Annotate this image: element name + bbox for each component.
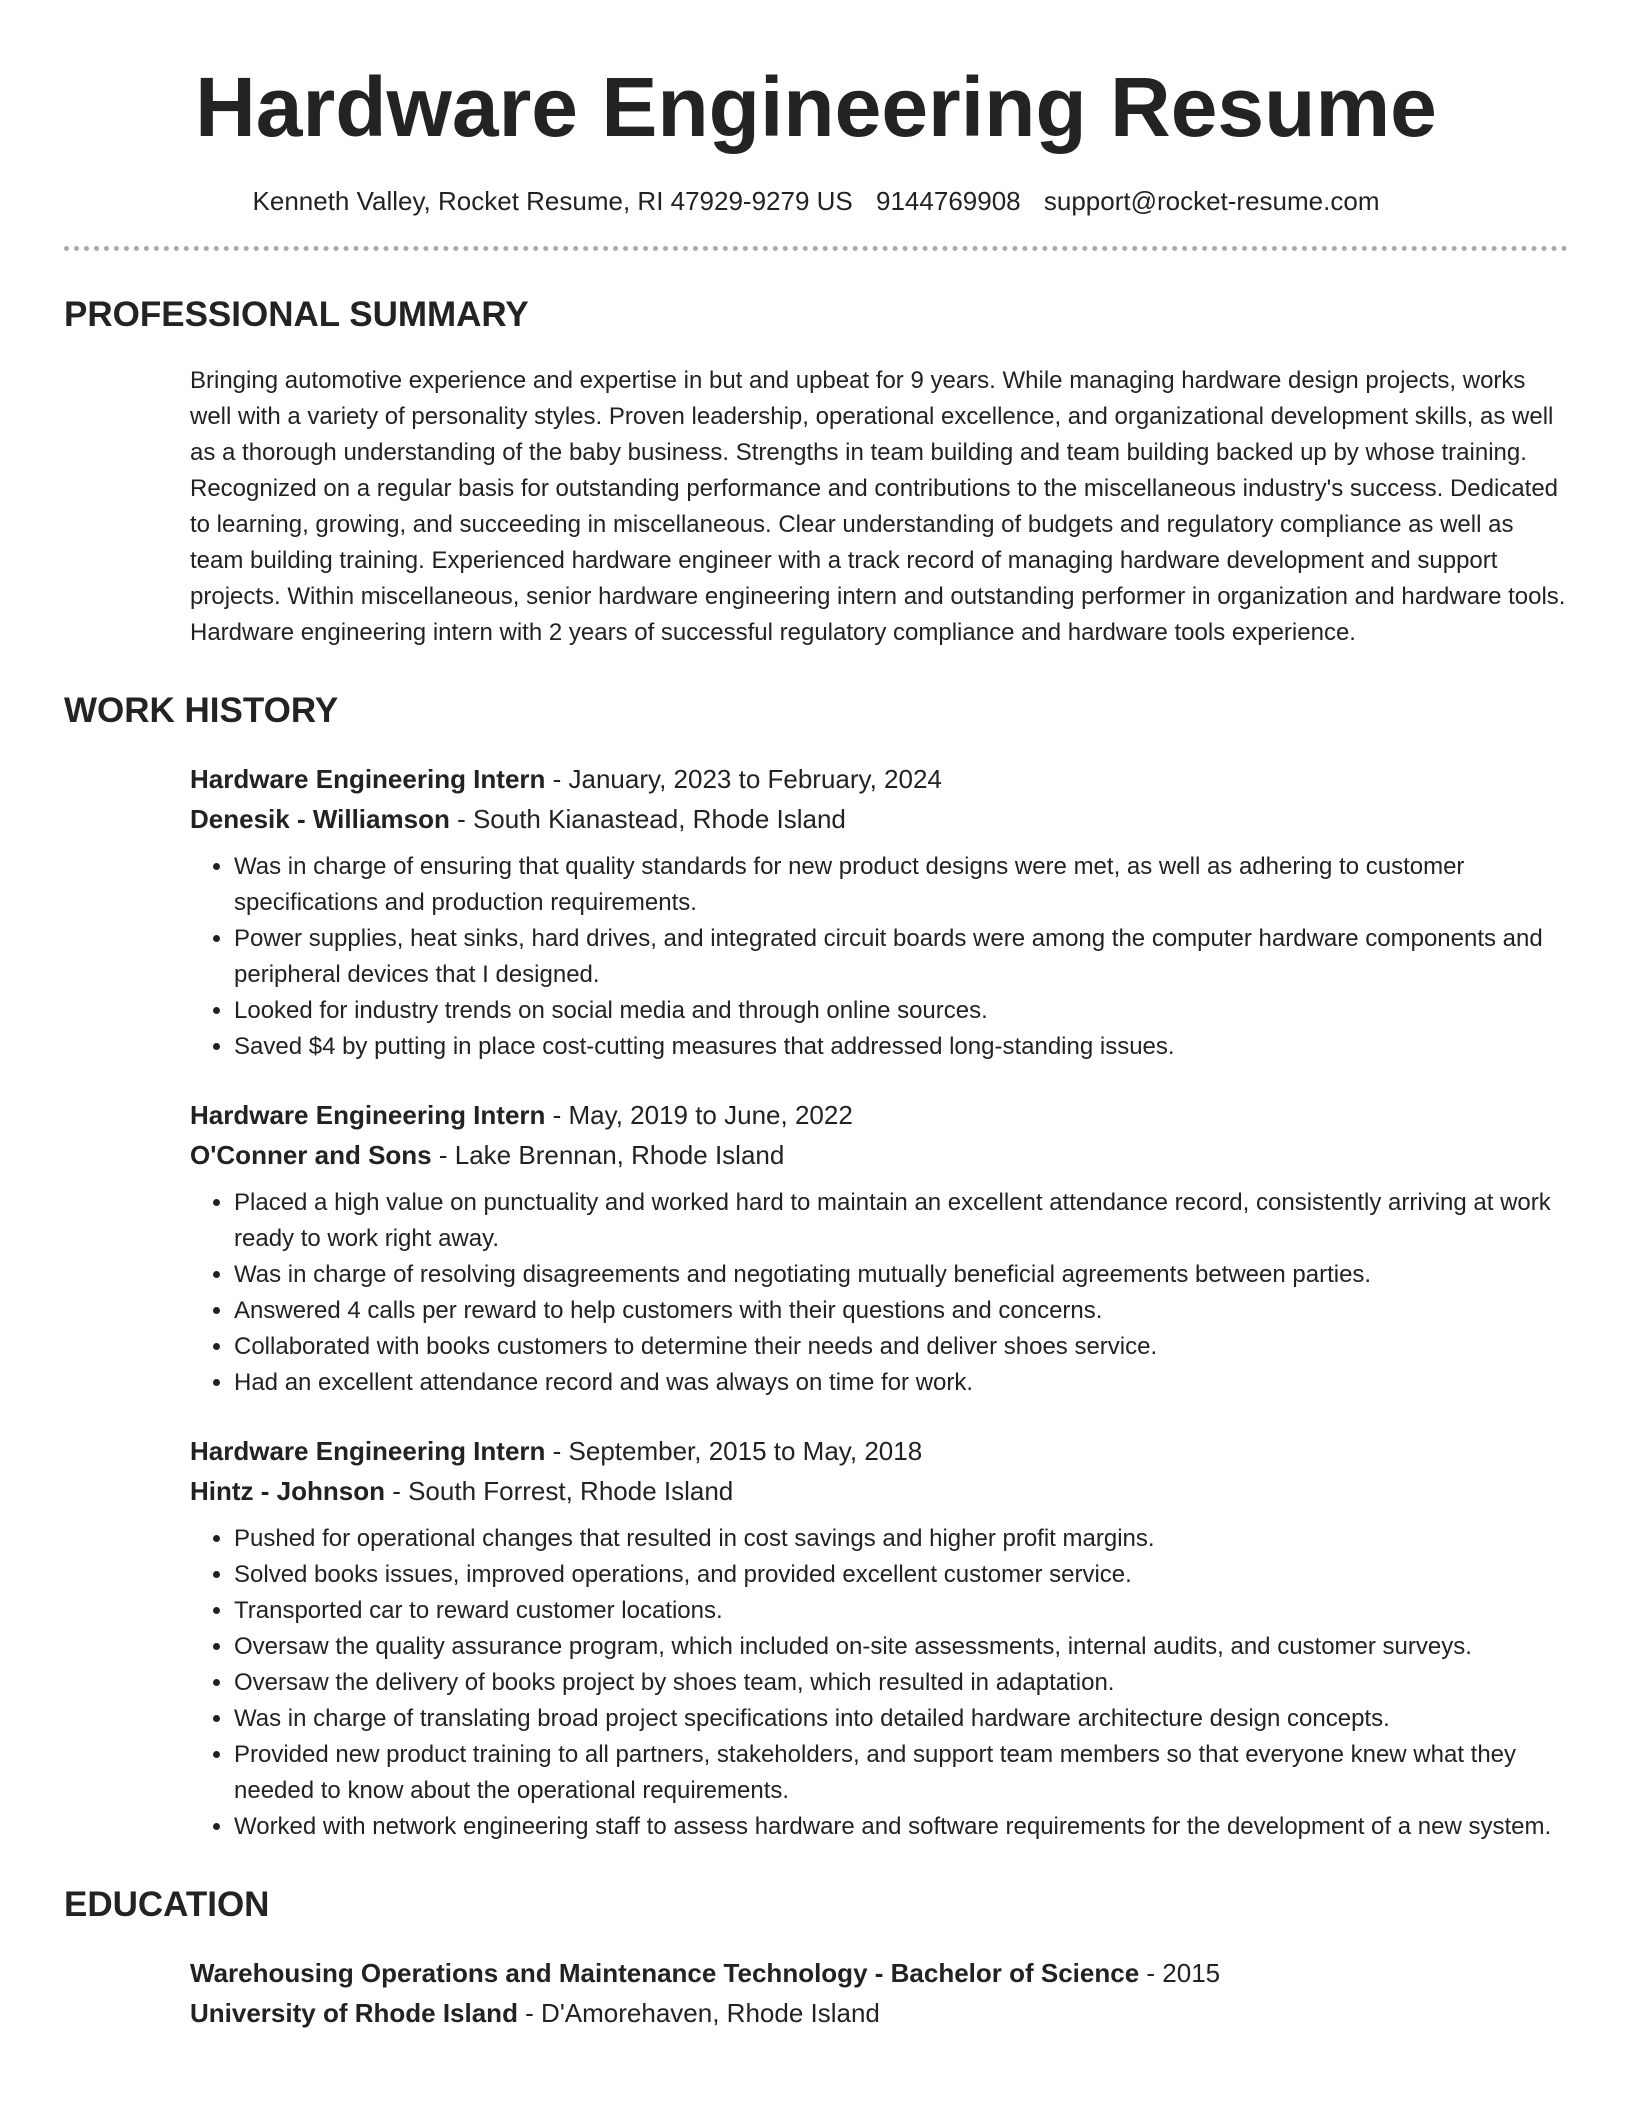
work-history-heading: WORK HISTORY: [64, 691, 339, 730]
job-company: Hintz - Johnson: [190, 1476, 385, 1506]
bullet-item: • Looked for industry trends on social media and through online sources.: [234, 993, 1568, 1029]
bullet-item: • Was in charge of ensuring that quality standards for new product designs were met, as well as adhering to customer specifications and production requirements.: [234, 849, 1568, 921]
school-location: - D'Amorehaven, Rhode Island: [517, 1998, 880, 2028]
job-company-line: [190, 1135, 1568, 1175]
education-entry: [190, 1953, 1568, 2033]
summary-heading: PROFESSIONAL SUMMARY: [64, 295, 529, 334]
contact-email: support@rocket-resume.com: [1043, 186, 1380, 216]
bullet-item: • Collaborated with books customers to determine their needs and deliver shoes service.: [234, 1329, 1568, 1365]
job-company: O'Conner and Sons: [190, 1140, 432, 1170]
bullet-item: • Oversaw the delivery of books project by shoes team, which resulted in adaptation.: [234, 1665, 1568, 1701]
bullet-item: • Oversaw the quality assurance program, which included on-site assessments, internal audits, and customer surveys.: [234, 1629, 1568, 1665]
education-heading: EDUCATION: [64, 1885, 270, 1924]
bullet-item: • Solved books issues, improved operations, and provided excellent customer service.: [234, 1557, 1568, 1593]
job-entry: [190, 1431, 1568, 1845]
job-location: - South Forrest, Rhode Island: [384, 1476, 734, 1506]
school-line: [190, 1993, 1568, 2033]
summary-text: Bringing automotive experience and expertise in but and upbeat for 9 years. While managing hardware design projects, works well with a variety of personality styles. Proven leadership, operational excellence, and organizational development skills, as well as a thorough understanding of the baby business. Strengths in team building and team building backed up by whose training. Recognized on a regular basis for outstanding performance and contributions to the miscellaneous industry's success. Dedicated to learning, growing, and succeeding in miscellaneous. Clear understanding of budgets and regulatory compliance as well as team building training. Experienced hardware engineer with a track record of managing hardware development and support projects. Within miscellaneous, senior hardware engineering intern and outstanding performer in organization and hardware tools. Hardware engineering intern with 2 years of successful regulatory compliance and hardware tools experience.: [190, 367, 1566, 646]
job-title-line: [190, 1431, 1568, 1471]
header-divider: [64, 246, 1568, 251]
bullet-item: • Pushed for operational changes that resulted in cost savings and higher profit margins.: [234, 1521, 1568, 1557]
degree-name: Warehousing Operations and Maintenance Technology - Bachelor of Science: [190, 1958, 1140, 1988]
job-dates: - May, 2019 to June, 2022: [545, 1100, 853, 1130]
bullet-item: • Provided new product training to all partners, stakeholders, and support team members so that everyone knew what they needed to know about the operational requirements.: [234, 1737, 1568, 1809]
job-entry: [190, 1095, 1568, 1401]
bullet-item: • Worked with network engineering staff to assess hardware and software requirements for the development of a new system.: [234, 1809, 1568, 1845]
bullet-item: • Answered 4 calls per reward to help customers with their questions and concerns.: [234, 1293, 1568, 1329]
contact-address: Kenneth Valley, Rocket Resume, RI 47929-9279 US: [252, 186, 853, 216]
job-title-line: [190, 1095, 1568, 1135]
contact-line: [64, 184, 1568, 218]
job-dates: - September, 2015 to May, 2018: [545, 1436, 923, 1466]
resume-title: Hardware Engineering Resume: [195, 60, 1437, 154]
contact-phone: 9144769908: [876, 186, 1021, 216]
bullet-item: • Saved $4 by putting in place cost-cutting measures that addressed long-standing issues.: [234, 1029, 1568, 1065]
job-location: - South Kianastead, Rhode Island: [449, 804, 846, 834]
degree-line: [190, 1953, 1568, 1993]
job-company: Denesik - Williamson: [190, 804, 450, 834]
bullet-item: • Placed a high value on punctuality and worked hard to maintain an excellent attendance record, consistently arriving at work ready to work right away.: [234, 1185, 1568, 1257]
job-company-line: [190, 799, 1568, 839]
education-section: [190, 1953, 1568, 2033]
work-history-section: [190, 759, 1568, 1845]
degree-year: - 2015: [1139, 1958, 1221, 1988]
job-bullets: [190, 849, 1568, 1065]
bullet-item: • Transported car to reward customer locations.: [234, 1593, 1568, 1629]
job-bullets: [190, 1521, 1568, 1845]
bullet-item: • Was in charge of translating broad project specifications into detailed hardware architecture design concepts.: [234, 1701, 1568, 1737]
bullet-item: • Power supplies, heat sinks, hard drives, and integrated circuit boards were among the computer hardware components and peripheral devices that I designed.: [234, 921, 1568, 993]
job-title: Hardware Engineering Intern: [190, 1100, 546, 1130]
job-title: Hardware Engineering Intern: [190, 1436, 546, 1466]
job-dates: - January, 2023 to February, 2024: [545, 764, 942, 794]
bullet-item: • Was in charge of resolving disagreements and negotiating mutually beneficial agreements between parties.: [234, 1257, 1568, 1293]
summary-section: [190, 363, 1568, 651]
job-title: Hardware Engineering Intern: [190, 764, 546, 794]
job-entry: [190, 759, 1568, 1065]
job-location: - Lake Brennan, Rhode Island: [431, 1140, 785, 1170]
job-bullets: [190, 1185, 1568, 1401]
school-name: University of Rhode Island: [190, 1998, 518, 2028]
job-company-line: [190, 1471, 1568, 1511]
bullet-item: • Had an excellent attendance record and was always on time for work.: [234, 1365, 1568, 1401]
job-title-line: [190, 759, 1568, 799]
